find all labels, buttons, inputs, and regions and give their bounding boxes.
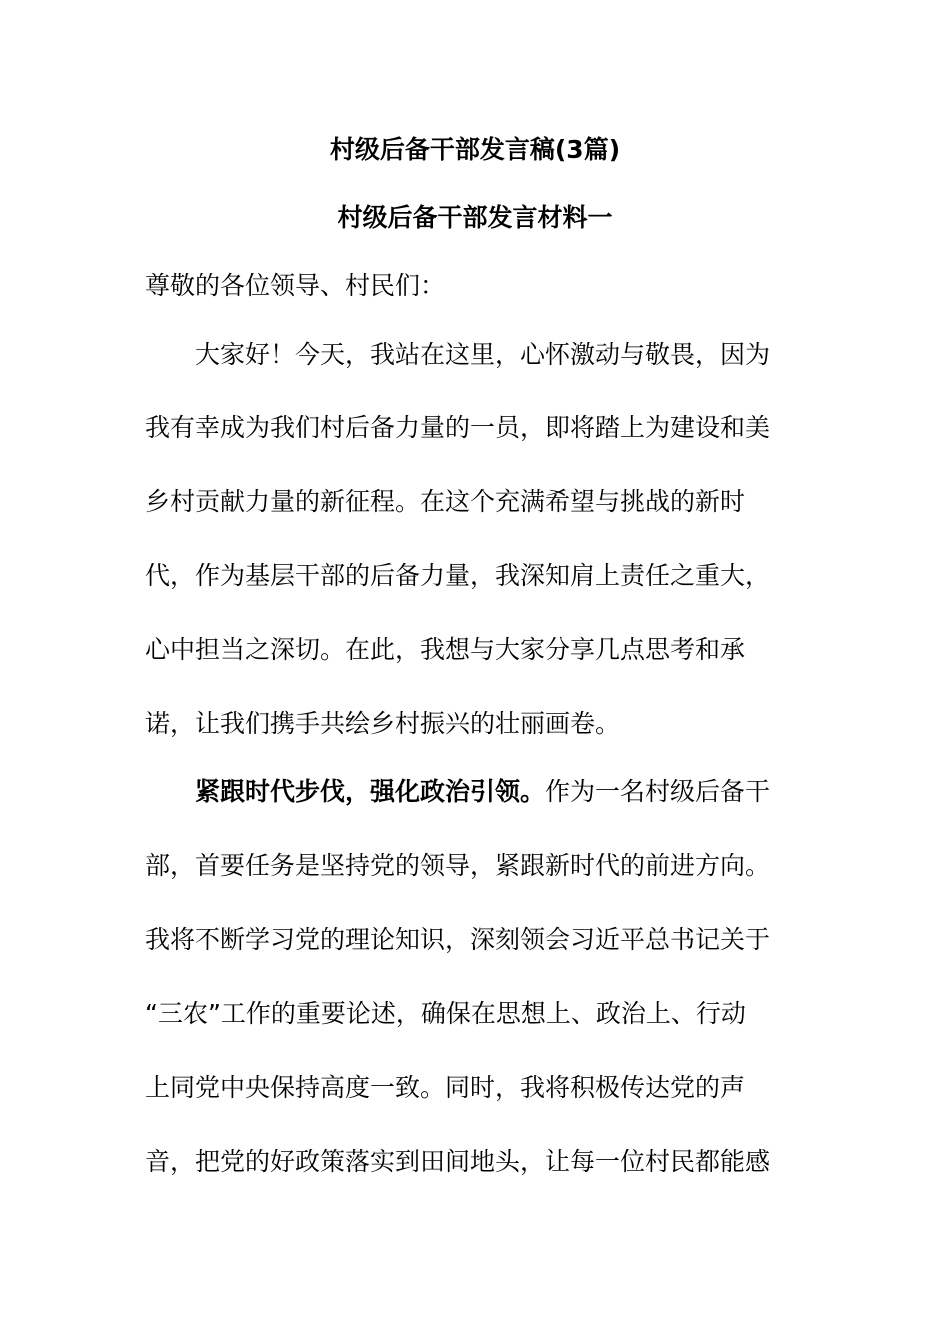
paragraph-line: 大家好！今天，我站在这里，心怀激动与敬畏，因为 [195,340,771,369]
paragraph-line: 部，首要任务是坚持党的领导，紧跟新时代的前进方向。 [145,851,771,880]
paragraph-line: 代，作为基层干部的后备力量，我深知肩上责任之重大， [145,561,771,590]
salutation: 尊敬的各位领导、村民们： [145,271,446,300]
paragraph-line: 音，把党的好政策落实到田间地头，让每一位村民都能感 [145,1147,771,1176]
paragraph-lead-heading: 紧跟时代步伐，强化政治引领。 [195,777,546,806]
section-title: 村级后备干部发言材料一 [337,203,613,232]
paragraph-line: 我有幸成为我们村后备力量的一员，即将踏上为建设和美 [145,413,771,442]
paragraph-line: 乡村贡献力量的新征程。在这个充满希望与挑战的新时 [145,487,746,516]
paragraph-line-text: 作为一名村级后备干 [545,777,771,806]
paragraph-line [195,775,810,809]
paragraph-line: 心中担当之深切。在此，我想与大家分享几点思考和承 [145,635,746,664]
paragraph-line: 上同党中央保持高度一致。同时，我将积极传达党的声 [145,1073,746,1102]
paragraph-line: 诺，让我们携手共绘乡村振兴的壮丽画卷。 [145,709,621,738]
document-title: 村级后备干部发言稿(3篇) [329,135,621,164]
paragraph-line: 我将不断学习党的理论知识，深刻领会习近平总书记关于 [145,925,771,954]
paragraph-line: “三农”工作的重要论述，确保在思想上、政治上、行动 [145,999,746,1028]
